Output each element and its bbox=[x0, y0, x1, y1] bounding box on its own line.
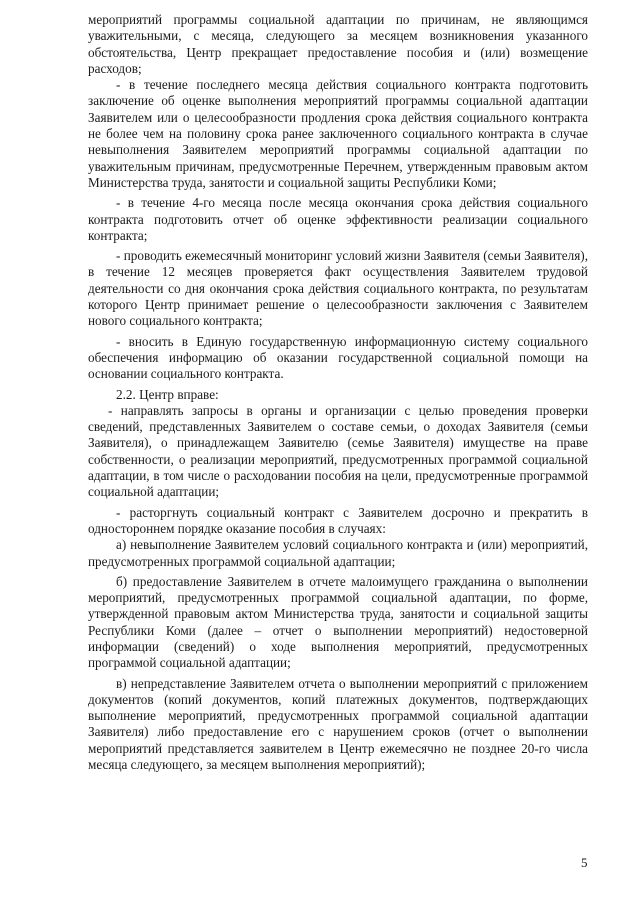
paragraph-monthly-monitoring: - проводить ежемесячный мониторинг условий жизни Заявителя (семьи Заявителя), в течение 12 месяцев проверяется факт осуществления Заявителем трудовой деятельности со дня окончания срока действия социального контракта, по результатам которого Центр принимает решение о целесообразности заключения с Заявителем нового социального контракта; bbox=[88, 248, 588, 329]
list-item-a: а) невыполнение Заявителем условий социального контракта и (или) мероприятий, предусмотренных программой социальной адаптации; bbox=[88, 537, 588, 569]
paragraph-egisso: - вносить в Единую государственную информационную систему социального обеспечения информацию об оказании государственной социальной помощи на основании социального контракта. bbox=[88, 333, 588, 382]
paragraph-continuation: мероприятий программы социальной адаптации по причинам, не являющимся уважительными, с месяца, следующего за месяцем возникновения указанного обстоятельства, Центр прекращает предоставление пособия и (или) возмещение расходов; bbox=[88, 12, 588, 76]
section-heading-2-2: 2.2. Центр вправе: bbox=[116, 386, 219, 402]
paragraph-send-requests: - направлять запросы в органы и организации с целью проведения проверки сведений, представленных Заявителем о составе семьи, о доходах Заявителя (семьи Заявителя), о принадлежащем Заявителю (семье Заявителя) имуществе на праве собственности, о реализации мероприятий, предусмотренных программой социальной адаптации, в том числе о расходовании пособия на цели, предусмотренные программой социальной адаптации; bbox=[88, 402, 588, 500]
body-text bbox=[88, 12, 588, 773]
page-number: 5 bbox=[581, 855, 588, 870]
paragraph-terminate-contract: - расторгнуть социальный контракт с Заявителем досрочно и прекратить в одностороннем порядке оказание пособия в случаях: bbox=[88, 504, 588, 536]
list-item-b: б) предоставление Заявителем в отчете малоимущего гражданина о выполнении мероприятий, предусмотренных программой социальной адаптации, по форме, утвержденной правовым актом Министерства труда, занятости и социальной защиты Республики Коми (далее – отчет о выполнении мероприятий) недостоверной информации (сведений) о ходе выполнения мероприятий, предусмотренных программой социальной адаптации; bbox=[88, 573, 588, 671]
paragraph-fourth-month-report: - в течение 4-го месяца после месяца окончания срока действия социального контракта подготовить отчет об оценке эффективности реализации социального контракта; bbox=[88, 195, 588, 243]
list-item-v: в) непредставление Заявителем отчета о выполнении мероприятий с приложением документов (копий документов, копий платежных документов, подтверждающих выполнение мероприятий, предусмотренных программой социальной адаптации Заявителя) либо предоставление его с нарушением сроков (отчет о выполнении мероприятий представляется заявителем в Центр ежемесячно не позднее 20-го числа месяца следующего, за месяцем выполнения мероприятий); bbox=[88, 675, 588, 773]
paragraph-final-month-conclusion: - в течение последнего месяца действия социального контракта подготовить заключение об оценке выполнения мероприятий программы социальной адаптации Заявителем или о целесообразности продления срока действия социального контракта не более чем на половину срока ранее заключенного социального контракта в случае невыполнения Заявителем мероприятий программы социальной адаптации по уважительным причинам, предусмотренные Перечнем, утвержденным правовым актом Министерства труда, занятости и социальной защиты Республики Коми; bbox=[88, 77, 588, 190]
